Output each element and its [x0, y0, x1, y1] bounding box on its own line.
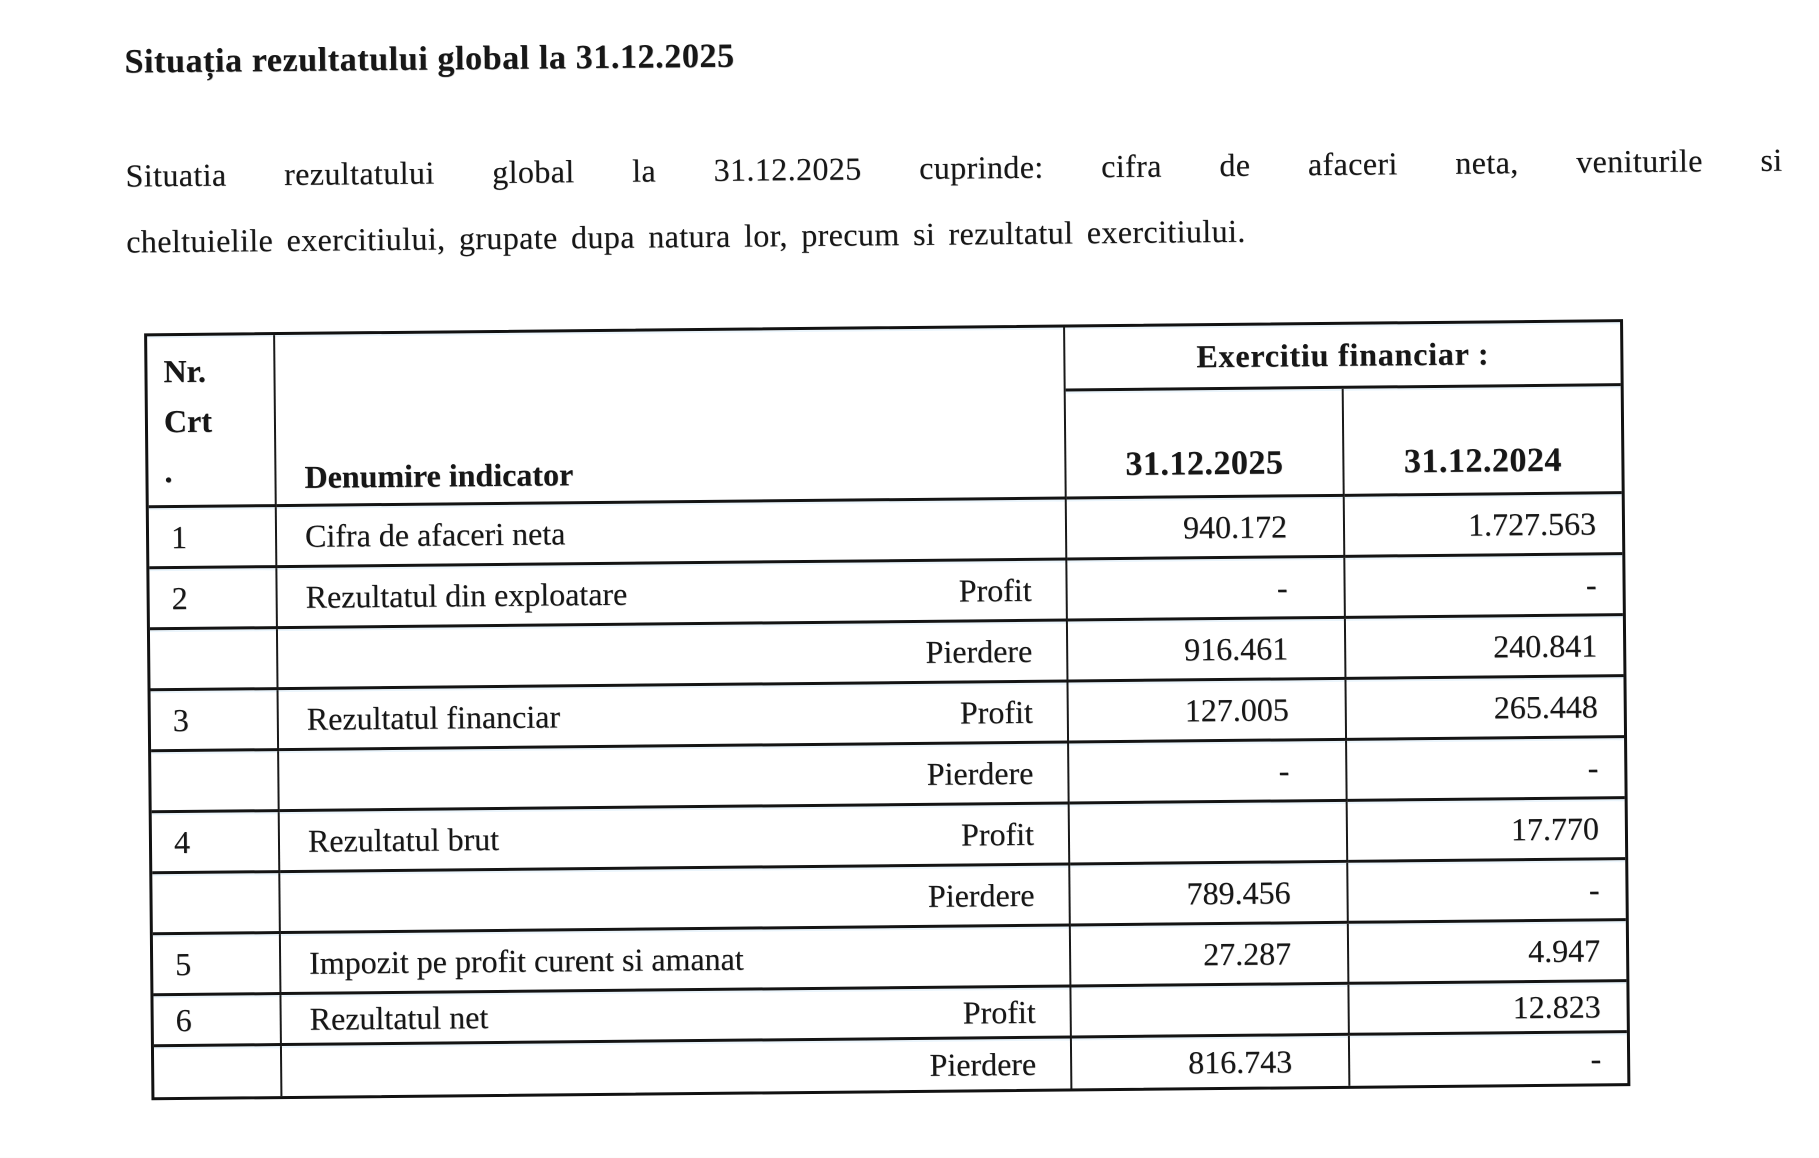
- value-2024: 1.727.563: [1345, 494, 1623, 558]
- value-2024: -: [1345, 555, 1623, 619]
- value-2024: 17.770: [1348, 799, 1626, 863]
- indicator-sublabel: Profit: [958, 571, 1032, 609]
- table-row-indicator: [277, 560, 1068, 629]
- table-row-indicator: [278, 621, 1069, 690]
- intro-paragraph-line-1: Situatia rezultatului global la 31.12.2025 cuprinde: cifra de afaceri neta, veniturile si: [125, 141, 1783, 194]
- table-row-indicator: [282, 1038, 1072, 1096]
- value-2024: -: [1350, 1033, 1627, 1086]
- value-2024: 240.841: [1346, 616, 1624, 680]
- header-col-2024: 31.12.2024: [1344, 386, 1622, 497]
- value-2025: 789.456: [1070, 863, 1349, 927]
- indicator-label: Rezultatul din exploatare: [305, 575, 628, 615]
- indicator-sublabel: Pierdere: [925, 632, 1033, 670]
- table-row-nr: [152, 873, 281, 935]
- value-2025: 916.461: [1068, 619, 1347, 683]
- intro-paragraph: [125, 127, 1783, 275]
- value-2025: 27.287: [1071, 924, 1350, 988]
- table-row-indicator: [280, 804, 1071, 873]
- results-table: [144, 319, 1630, 1100]
- value-2025: [1070, 802, 1349, 866]
- header-nr-line3: .: [164, 453, 173, 490]
- table-row-nr: [154, 1046, 282, 1097]
- table-row-indicator: [279, 682, 1070, 751]
- indicator-sublabel: Pierdere: [926, 754, 1034, 792]
- value-2024: 12.823: [1349, 982, 1626, 1036]
- indicator-label: Rezultatul brut: [307, 820, 500, 859]
- value-2025: 127.005: [1068, 680, 1347, 744]
- table-row-nr: [151, 751, 280, 813]
- table-row-nr: 5: [153, 934, 282, 996]
- table-row-nr: 6: [153, 995, 281, 1047]
- table-row-nr: 2: [149, 568, 278, 630]
- value-2025: [1071, 985, 1349, 1039]
- table-row-indicator: [281, 987, 1071, 1046]
- intro-paragraph-line-2: cheltuielile exercitiului, grupate dupa natura lor, precum si rezultatul exercitiului.: [126, 212, 1246, 260]
- table-row-nr: 4: [152, 812, 281, 874]
- header-col-2025: 31.12.2025: [1066, 389, 1345, 500]
- table-row-nr: 1: [149, 507, 278, 569]
- document-title: Situația rezultatului global la 31.12.2025: [124, 37, 735, 81]
- value-2025: -: [1067, 558, 1346, 622]
- table-row-nr: 3: [151, 690, 280, 752]
- indicator-sublabel: Pierdere: [927, 876, 1035, 914]
- value-2024: -: [1347, 738, 1625, 802]
- table-row-indicator: [280, 865, 1071, 934]
- indicator-label: Impozit pe profit curent si amanat: [308, 940, 744, 981]
- table-row-indicator: [279, 743, 1070, 812]
- value-2025: 816.743: [1072, 1036, 1350, 1089]
- header-nr-line1: Nr.: [163, 352, 207, 390]
- indicator-label: Rezultatul net: [309, 998, 489, 1037]
- header-exercitiu-financiar: Exercitiu financiar :: [1065, 322, 1621, 391]
- indicator-sublabel: Profit: [962, 993, 1036, 1031]
- header-nr-crt: [147, 335, 277, 508]
- header-denumire-indicator: Denumire indicator: [275, 328, 1067, 508]
- value-2024: 265.448: [1346, 677, 1624, 741]
- value-2025: -: [1069, 741, 1348, 805]
- value-2024: 4.947: [1349, 921, 1627, 985]
- indicator-sublabel: Profit: [959, 693, 1033, 731]
- table-row-nr: [150, 629, 279, 691]
- indicator-sublabel: Pierdere: [929, 1045, 1037, 1083]
- indicator-sublabel: Profit: [960, 815, 1035, 853]
- table-row-indicator: [281, 926, 1072, 995]
- indicator-label: Cifra de afaceri neta: [304, 514, 566, 554]
- header-nr-line2: Crt: [163, 402, 213, 440]
- value-2024: -: [1348, 860, 1626, 924]
- value-2025: 940.172: [1067, 497, 1346, 561]
- indicator-label: Rezultatul financiar: [306, 697, 561, 737]
- table-row-indicator: [277, 499, 1068, 568]
